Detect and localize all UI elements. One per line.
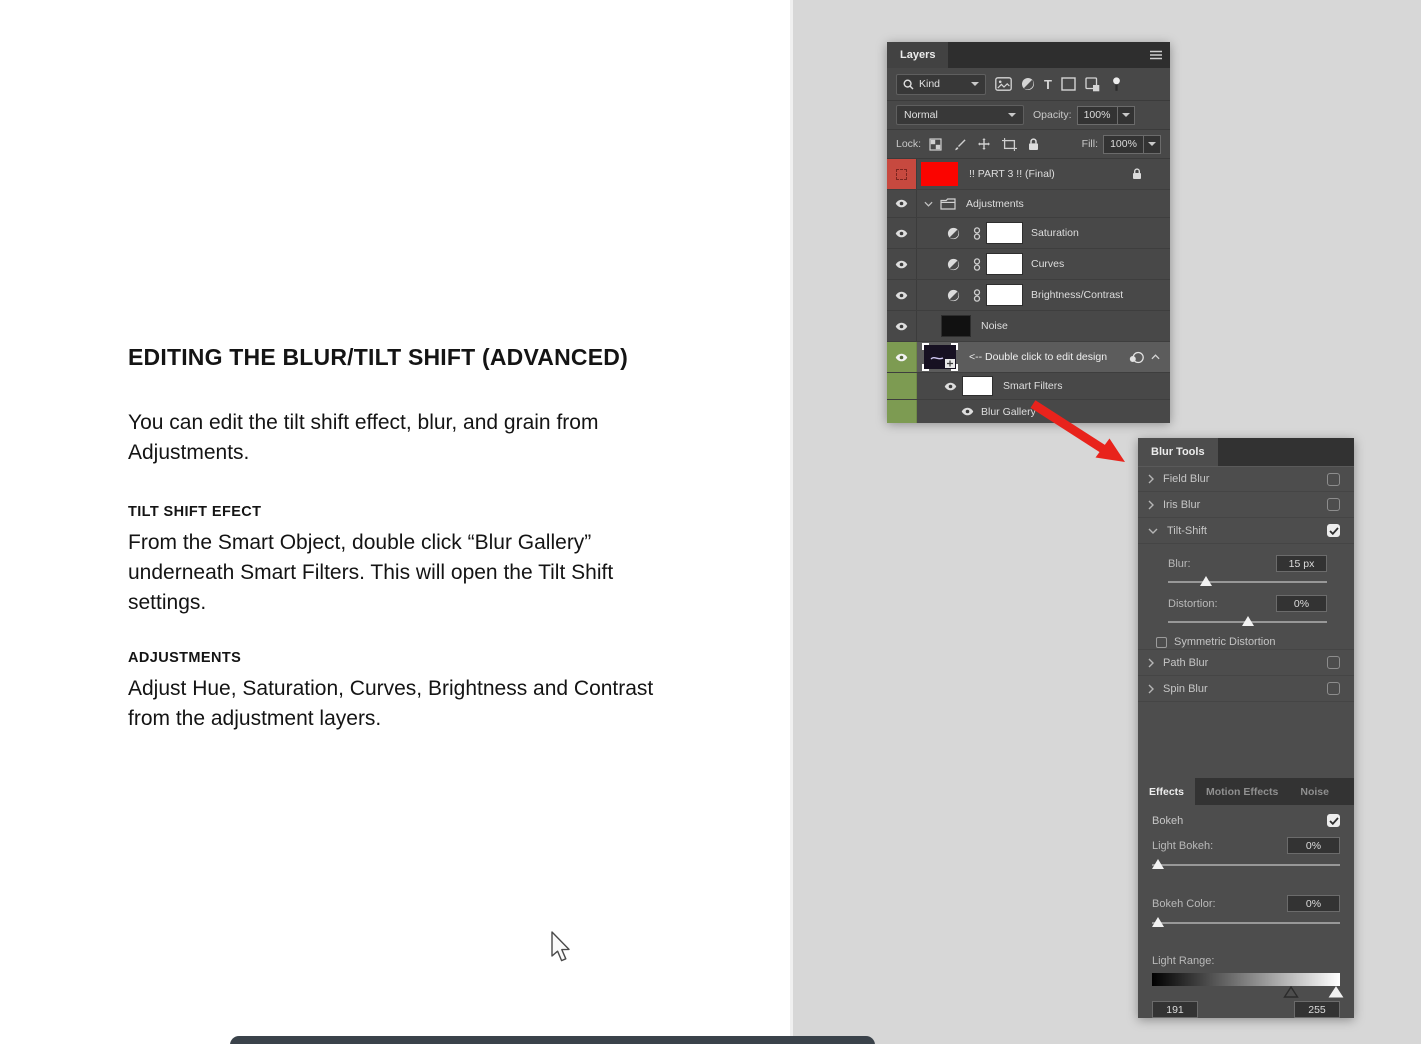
- lock-position-move-icon[interactable]: [977, 137, 991, 151]
- tab-motion-effects[interactable]: Motion Effects: [1206, 785, 1279, 798]
- smart-object-thumbnail[interactable]: [922, 343, 958, 371]
- effects-settings: [1138, 805, 1354, 1018]
- annotation-arrow: [1015, 392, 1140, 477]
- tool-label: Spin Blur: [1163, 682, 1208, 695]
- chevron-down-icon: [1148, 142, 1156, 146]
- green-color-label-cell: [887, 400, 917, 423]
- mask-link-icon[interactable]: [973, 258, 981, 271]
- blend-mode-select[interactable]: [896, 105, 1024, 125]
- layers-filter-row: [887, 68, 1170, 101]
- lock-artboard-icon[interactable]: [1002, 138, 1017, 151]
- slider-track: [1168, 581, 1327, 583]
- mask-thumbnail[interactable]: [986, 253, 1023, 275]
- shape-layer-filter-icon[interactable]: [1061, 77, 1076, 91]
- path-blur-checkbox[interactable]: [1327, 656, 1340, 669]
- layer-name: Curves: [1031, 258, 1065, 270]
- light-bokeh-slider[interactable]: [1152, 859, 1340, 871]
- chevron-right-icon[interactable]: [1148, 658, 1154, 668]
- bokeh-color-label: Bokeh Color:: [1152, 897, 1216, 910]
- blur-amount-label: Blur:: [1168, 557, 1191, 570]
- tool-label: Path Blur: [1163, 656, 1209, 669]
- layer-name: !! PART 3 !! (Final): [969, 168, 1055, 180]
- layer-row-curves[interactable]: [887, 249, 1170, 280]
- chevron-right-icon[interactable]: [1148, 474, 1154, 484]
- chevron-right-icon[interactable]: [1148, 684, 1154, 694]
- slider-thumb[interactable]: [1242, 616, 1254, 626]
- light-range-label: Light Range:: [1152, 955, 1215, 967]
- adjustment-layer-icon[interactable]: [947, 258, 960, 271]
- tool-row-spin-blur[interactable]: [1138, 676, 1354, 702]
- distortion-slider[interactable]: [1168, 616, 1327, 628]
- mask-link-icon[interactable]: [973, 227, 981, 240]
- video-control-bar[interactable]: [230, 1036, 875, 1044]
- slider-track: [1152, 864, 1340, 866]
- visibility-cell[interactable]: [887, 249, 917, 279]
- light-range-high-handle[interactable]: [1328, 986, 1344, 1001]
- fill-dropdown-button[interactable]: [1144, 135, 1161, 154]
- visibility-cell[interactable]: [887, 311, 917, 341]
- effects-tab-strip: [1138, 778, 1354, 805]
- light-bokeh-label: Light Bokeh:: [1152, 839, 1214, 852]
- distortion-label: Distortion:: [1168, 597, 1218, 610]
- fill-value[interactable]: 100%: [1103, 135, 1144, 154]
- slider-thumb[interactable]: [1200, 576, 1212, 586]
- bokeh-label: Bokeh: [1152, 814, 1184, 827]
- chevron-down-icon[interactable]: [1148, 528, 1158, 534]
- light-range-low-handle[interactable]: [1283, 986, 1299, 1001]
- mask-thumbnail[interactable]: [986, 222, 1023, 244]
- blur-tools-panel: [1138, 438, 1354, 1018]
- folder-icon: [940, 198, 956, 210]
- tutorial-text: [128, 344, 668, 766]
- light-bokeh-value[interactable]: 0%: [1287, 837, 1340, 854]
- layers-panel-header: [887, 42, 1170, 68]
- section-body-tilt-shift: From the Smart Object, double click “Blur Gallery” underneath Smart Filters. This will open the Tilt Shift settings.: [128, 531, 614, 614]
- chevron-down-icon: [971, 82, 979, 86]
- layer-row-smart-object[interactable]: [887, 342, 1170, 373]
- layer-row-noise[interactable]: [887, 311, 1170, 342]
- kind-filter-label: Kind: [919, 78, 941, 90]
- chevron-right-icon[interactable]: [1148, 500, 1154, 510]
- visibility-cell[interactable]: [887, 218, 917, 248]
- symmetric-distortion-checkbox[interactable]: [1156, 637, 1167, 648]
- visibility-cell[interactable]: [887, 342, 917, 372]
- layer-lock-icon: [1132, 168, 1142, 180]
- slider-thumb[interactable]: [1152, 917, 1164, 927]
- field-blur-checkbox[interactable]: [1327, 473, 1340, 486]
- blur-amount-value[interactable]: 15 px: [1276, 555, 1327, 572]
- blend-mode-value: Normal: [904, 109, 938, 121]
- bokeh-color-slider[interactable]: [1152, 917, 1340, 929]
- eye-icon: [895, 322, 908, 331]
- intro-paragraph: You can edit the tilt shift effect, blur, and grain from Adjustments.: [128, 411, 599, 464]
- layer-thumbnail-red[interactable]: [921, 162, 958, 186]
- section-body-adjustments: Adjust Hue, Saturation, Curves, Brightness and Contrast from the adjustment layers.: [128, 677, 654, 730]
- mouse-cursor: [550, 931, 572, 965]
- symmetric-distortion-label: Symmetric Distortion: [1174, 636, 1276, 648]
- tool-row-iris-blur[interactable]: [1138, 492, 1354, 518]
- type-layer-filter-icon[interactable]: T: [1044, 76, 1052, 92]
- layer-name: Blur Gallery: [981, 405, 1036, 418]
- smart-filter-mask-thumbnail[interactable]: [962, 376, 993, 396]
- bokeh-color-value[interactable]: 0%: [1287, 895, 1340, 912]
- layer-name: Brightness/Contrast: [1031, 289, 1124, 301]
- blur-tools-empty-space: [1138, 702, 1354, 778]
- tool-row-path-blur[interactable]: [1138, 650, 1354, 676]
- light-range-gradient[interactable]: [1152, 973, 1340, 986]
- section-heading-adjustments: ADJUSTMENTS: [128, 650, 242, 666]
- layer-name: Smart Filters: [1003, 380, 1063, 392]
- group-expand-chevron-icon[interactable]: [924, 201, 933, 207]
- tool-row-field-blur[interactable]: [1138, 466, 1354, 492]
- eye-icon: [895, 291, 908, 300]
- blur-amount-slider[interactable]: [1168, 576, 1327, 588]
- layer-row-part3[interactable]: [887, 159, 1170, 190]
- tab-effects[interactable]: Effects: [1138, 778, 1195, 805]
- layers-lock-row: [887, 130, 1170, 159]
- eye-icon: [895, 229, 908, 238]
- tool-row-tilt-shift[interactable]: [1138, 518, 1354, 544]
- bokeh-checkbox[interactable]: [1327, 814, 1340, 827]
- eye-icon: [895, 199, 908, 208]
- mask-link-icon[interactable]: [973, 289, 981, 302]
- chevron-down-icon: [1008, 113, 1016, 117]
- chevron-down-icon: [1122, 113, 1130, 117]
- tilt-shift-checkbox[interactable]: [1327, 524, 1340, 537]
- lock-label: Lock:: [896, 138, 922, 150]
- blur-tools-header: [1138, 438, 1354, 466]
- slider-thumb[interactable]: [1152, 859, 1164, 869]
- layer-name: Noise: [981, 320, 1008, 332]
- page-title: EDITING THE BLUR/TILT SHIFT (ADVANCED): [128, 344, 628, 370]
- eye-icon: [895, 353, 908, 362]
- layer-row-brightness-contrast[interactable]: [887, 280, 1170, 311]
- eye-icon[interactable]: [944, 382, 957, 391]
- eye-icon: [895, 260, 908, 269]
- light-range-high-value[interactable]: 255: [1294, 1001, 1340, 1018]
- collapse-chevron-up-icon[interactable]: [1151, 354, 1160, 360]
- search-icon: [903, 79, 914, 90]
- lock-all-icon[interactable]: [1028, 138, 1039, 151]
- tool-label: Field Blur: [1163, 473, 1210, 485]
- fill-label: Fill:: [1081, 138, 1098, 150]
- opacity-label: Opacity:: [1033, 109, 1072, 121]
- lock-paint-brush-icon[interactable]: [953, 138, 966, 151]
- pixel-layer-filter-icon[interactable]: [995, 77, 1012, 91]
- tab-layers[interactable]: Layers: [887, 42, 948, 68]
- tool-label: Iris Blur: [1163, 498, 1201, 511]
- kind-filter-select[interactable]: [896, 74, 986, 95]
- slider-track: [1152, 922, 1340, 924]
- opacity-value[interactable]: 100%: [1077, 106, 1118, 125]
- smart-object-filter-icon[interactable]: [1085, 77, 1100, 92]
- layer-name: Saturation: [1031, 227, 1079, 239]
- visibility-cell[interactable]: [887, 280, 917, 310]
- layer-name: <-- Double click to edit design: [969, 351, 1108, 363]
- eye-icon[interactable]: [961, 407, 974, 416]
- adjustment-layer-icon[interactable]: [947, 289, 960, 302]
- light-range-low-value[interactable]: 191: [1152, 1001, 1198, 1018]
- layer-row-adjustments-group[interactable]: [887, 190, 1170, 218]
- section-heading-tilt-shift: TILT SHIFT EFECT: [128, 504, 262, 520]
- layers-blend-row: [887, 101, 1170, 130]
- tilt-shift-settings: [1138, 544, 1354, 650]
- mask-thumbnail[interactable]: [986, 284, 1023, 306]
- layers-panel: [887, 42, 1170, 422]
- adjustment-layer-icon[interactable]: [947, 227, 960, 240]
- tab-blur-tools[interactable]: Blur Tools: [1138, 438, 1218, 466]
- distortion-value[interactable]: 0%: [1276, 595, 1327, 612]
- opacity-dropdown-button[interactable]: [1118, 106, 1135, 125]
- layer-name: Adjustments: [966, 197, 1024, 210]
- visibility-cell[interactable]: [887, 159, 917, 189]
- tab-noise[interactable]: Noise: [1300, 785, 1329, 798]
- green-color-label-cell: [887, 373, 917, 399]
- smart-filters-icon[interactable]: [1128, 351, 1145, 364]
- lock-transparency-icon[interactable]: [929, 138, 942, 151]
- hidden-eye-icon: [896, 169, 907, 180]
- layer-thumbnail-black[interactable]: [941, 315, 971, 337]
- layer-filter-switch-icon[interactable]: [1112, 77, 1121, 92]
- iris-blur-checkbox[interactable]: [1327, 498, 1340, 511]
- visibility-cell[interactable]: [887, 190, 917, 217]
- panel-menu-icon[interactable]: [1149, 50, 1163, 60]
- tool-label: Tilt-Shift: [1167, 524, 1207, 537]
- adjustment-layer-filter-icon[interactable]: [1021, 77, 1035, 91]
- layer-row-saturation[interactable]: [887, 218, 1170, 249]
- spin-blur-checkbox[interactable]: [1327, 682, 1340, 695]
